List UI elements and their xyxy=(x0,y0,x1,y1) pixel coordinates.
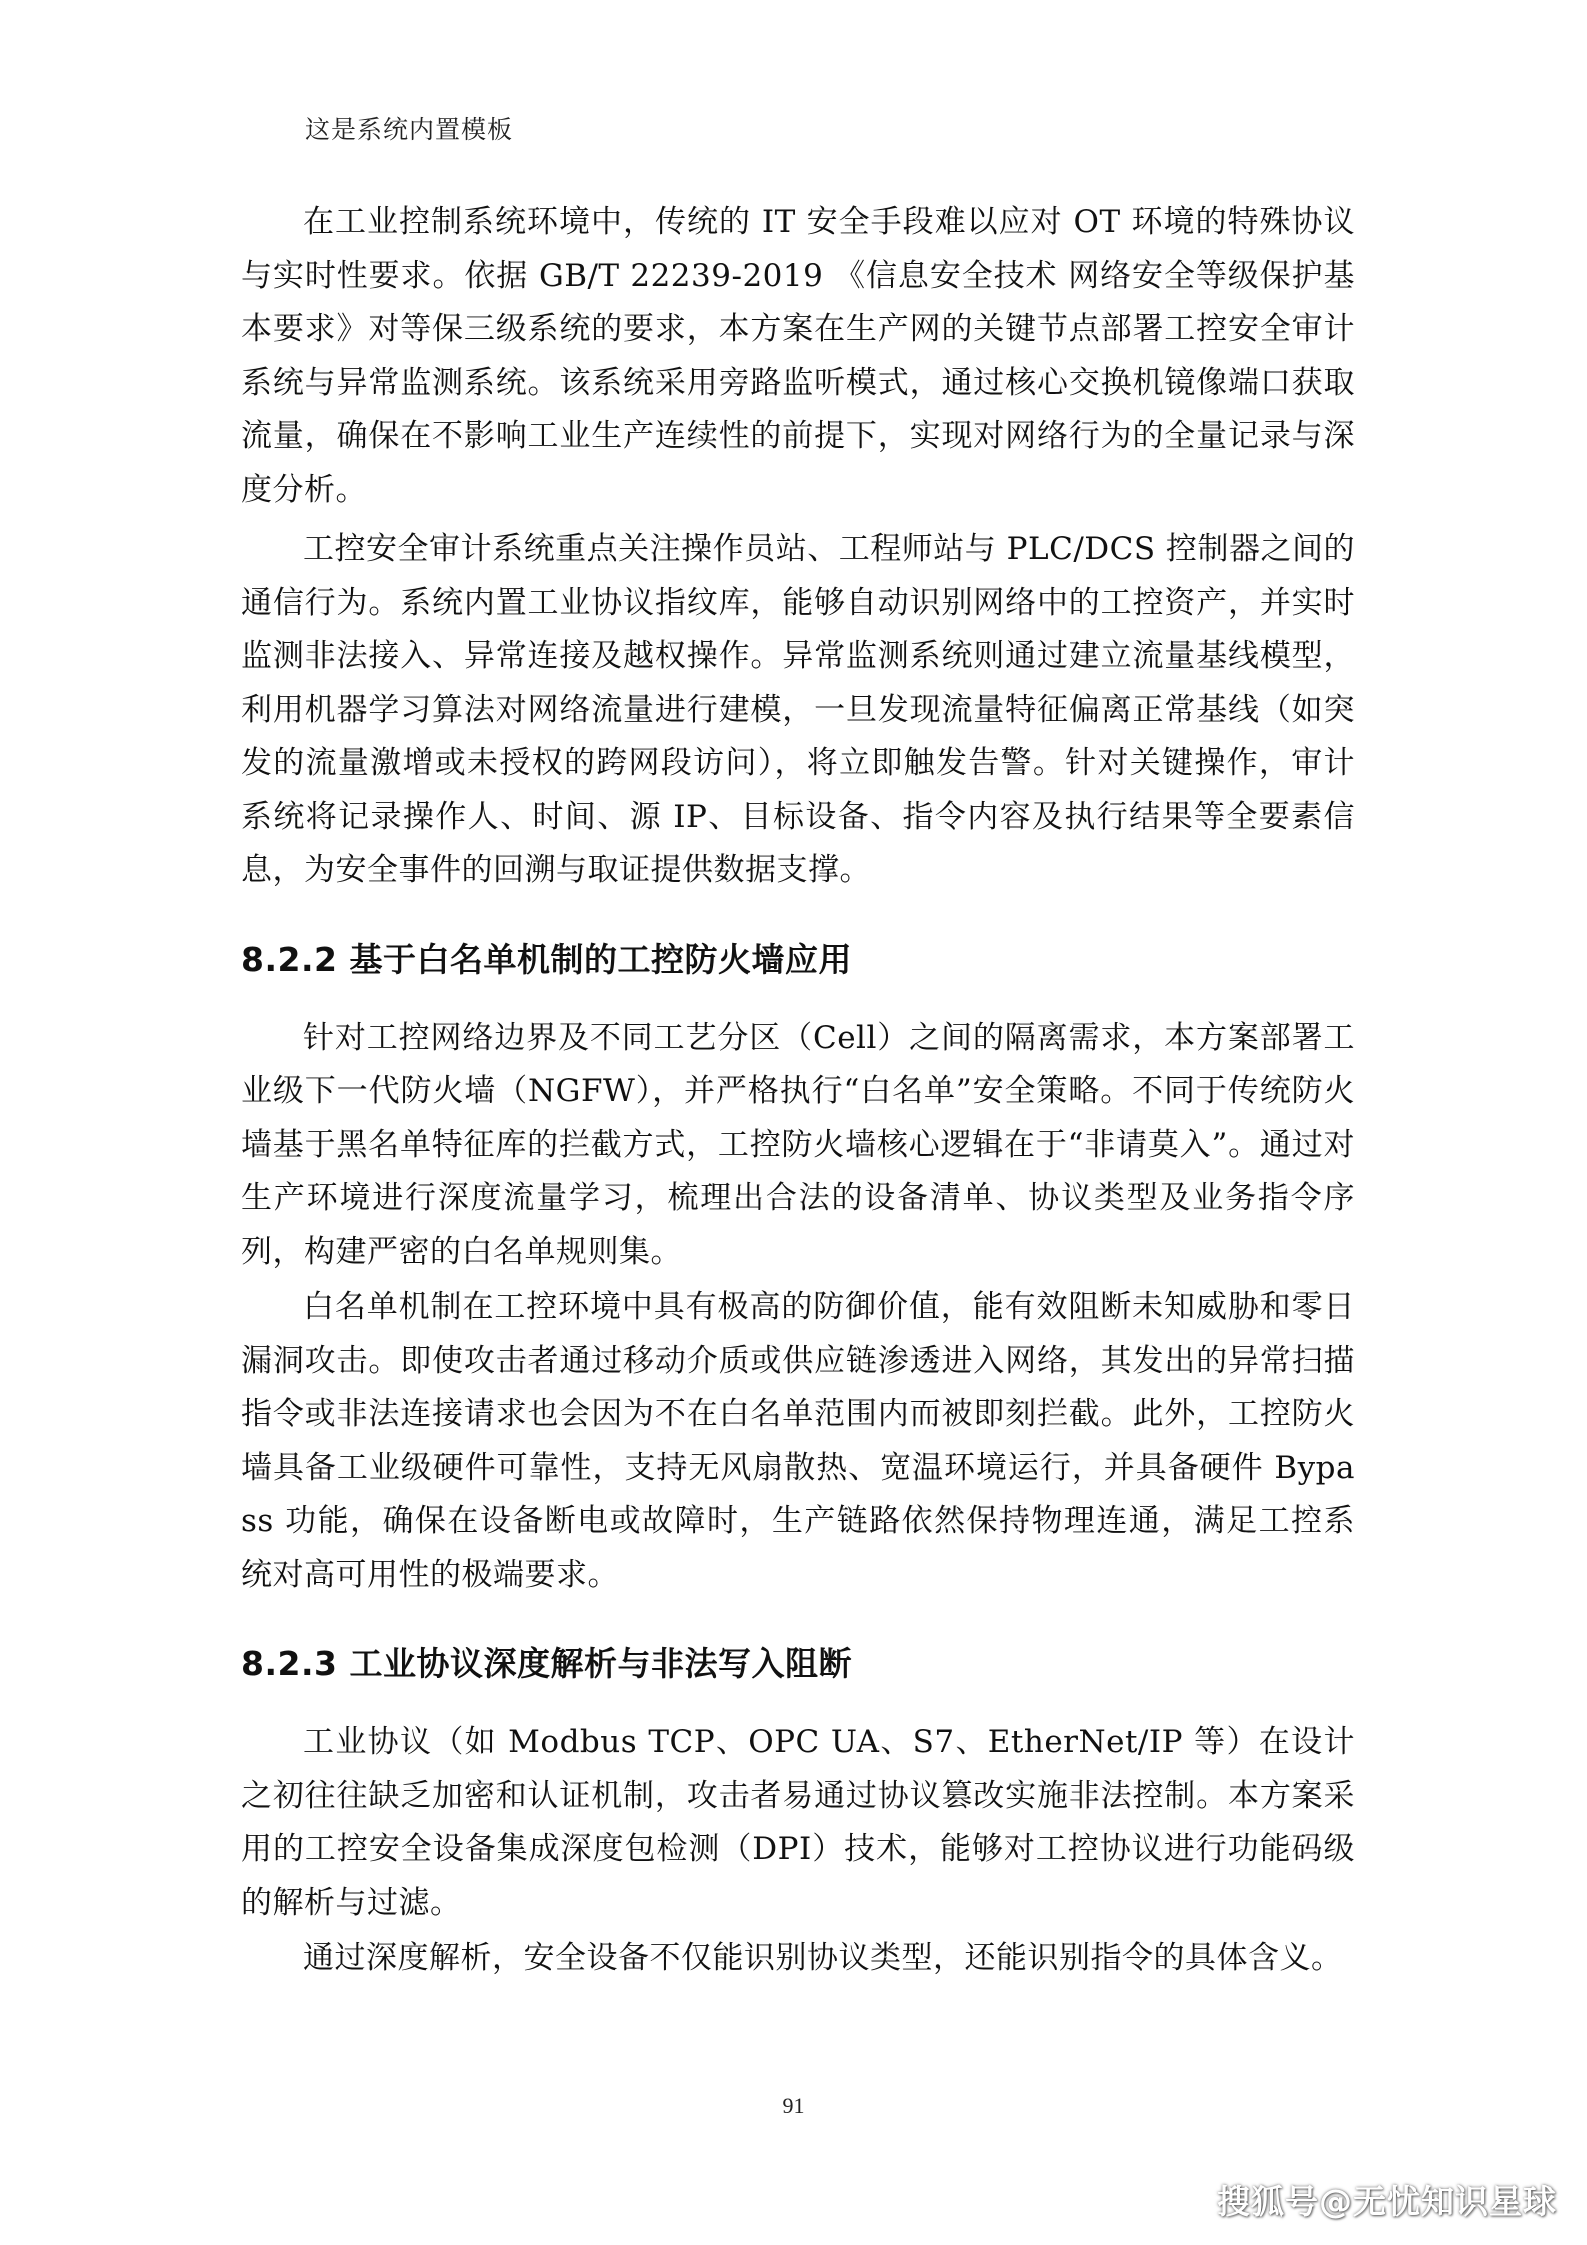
section-intro xyxy=(241,196,1355,898)
page-number: 91 xyxy=(782,2093,805,2118)
section-heading: 8.2.2 基于白名单机制的工控防火墙应用 xyxy=(241,939,852,979)
paragraph: 通过深度解析，安全设备不仅能识别协议类型，还能识别指令的具体含义。 xyxy=(303,1940,1343,1976)
watermark: 搜狐号@无忧知识星球 xyxy=(1217,2182,1557,2221)
paragraph: 工业协议（如 Modbus TCP、OPC UA、S7、EtherNet/IP 等）在设计之初往往缺乏加密和认证机制，攻击者易通过协议篡改实施非法控制。本方案采用的工控安全设备集成深度包检测（DPI）技术，能够对工控协议进行功能码级的解析与过滤。 xyxy=(241,1724,1355,1921)
section-8-2-3 xyxy=(241,1642,1355,1986)
paragraph: 针对工控网络边界及不同工艺分区（Cell）之间的隔离需求，本方案部署工业级下一代防火墙（NGFW），并严格执行“白名单”安全策略。不同于传统防火墙基于黑名单特征库的拦截方式，工控防火墙核心逻辑在于“非请莫入”。通过对生产环境进行深度流量学习，梳理出合法的设备清单、协议类型及业务指令序列，构建严密的白名单规则集。 xyxy=(241,1019,1355,1270)
page-body xyxy=(241,196,1355,1986)
section-heading: 8.2.3 工业协议深度解析与非法写入阻断 xyxy=(241,1644,852,1683)
paragraph: 在工业控制系统环境中，传统的 IT 安全手段难以应对 OT 环境的特殊协议与实时性要求。依据 GB/T 22239-2019 《信息安全技术 网络安全等级保护基本要求》对等保三级系统的要求，本方案在生产网的关键节点部署工控安全审计系统与异常监测系统。该系统采用旁路监听模式，通过核心交换机镜像端口获取流量，确保在不影响工业生产连续性的前提下，实现对网络行为的全量记录与深度分析。 xyxy=(241,204,1355,508)
page-header: 这是系统内置模板 xyxy=(305,115,514,144)
paragraph: 工控安全审计系统重点关注操作员站、工程师站与 PLC/DCS 控制器之间的通信行为。系统内置工业协议指纹库，能够自动识别网络中的工控资产，并实时监测非法接入、异常连接及越权操作。异常监测系统则通过建立流量基线模型，利用机器学习算法对网络流量进行建模，一旦发现流量特征偏离正常基线（如突发的流量激增或未授权的跨网段访问），将立即触发告警。针对关键操作，审计系统将记录操作人、时间、源 IP、目标设备、指令内容及执行结果等全要素信息，为安全事件的回溯与取证提供数据支撑。 xyxy=(241,531,1355,888)
section-8-2-2 xyxy=(241,938,1355,1603)
paragraph: 白名单机制在工控环境中具有极高的防御价值，能有效阻断未知威胁和零日漏洞攻击。即使攻击者通过移动介质或供应链渗透进入网络，其发出的异常扫描指令或非法连接请求也会因为不在白名单范围内而被即刻拦截。此外，工控防火墙具备工业级硬件可靠性，支持无风扇散热、宽温环境运行，并具备硬件 Bypass 功能，确保在设备断电或故障时，生产链路依然保持物理连通，满足工控系统对高可用性的极端要求。 xyxy=(241,1289,1355,1593)
